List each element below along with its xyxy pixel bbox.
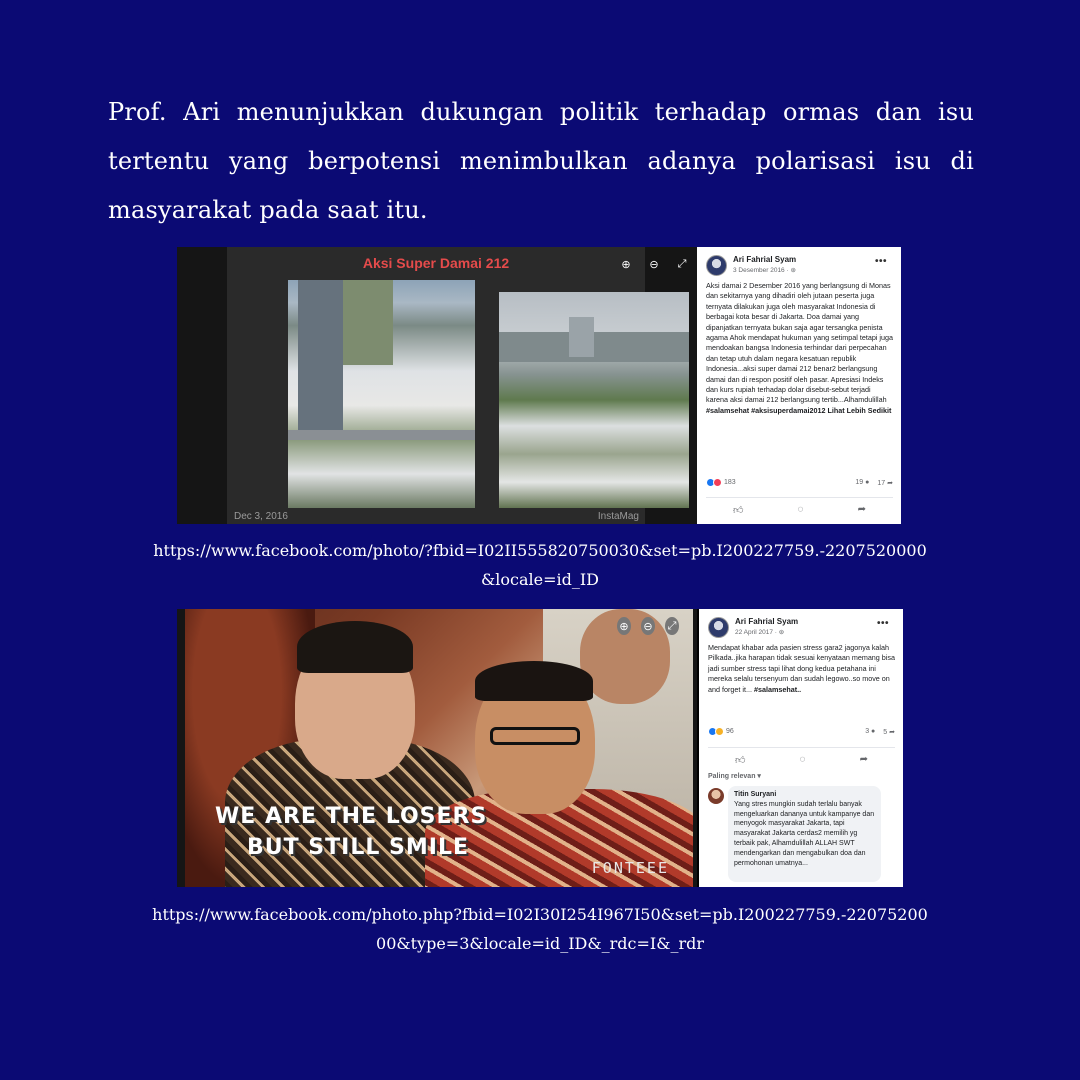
meme-text-line-2: BUT STILL SMILE bbox=[247, 835, 470, 860]
facebook-post-panel bbox=[697, 247, 901, 524]
viewer-tools bbox=[617, 617, 679, 635]
post-date[interactable]: 22 April 2017 · ⊛ bbox=[735, 629, 785, 636]
comment-icon[interactable]: ◌ bbox=[799, 754, 806, 765]
zoom-in-icon[interactable]: ⊕ bbox=[617, 617, 631, 635]
post-text: Aksi damai 2 Desember 2016 yang berlangsung di Monas dan sekitarnya yang dihadiri oleh jutaan peserta juga ternyata dilakukan juga oleh masyarakat Indonesia di berbagai kota besar di Jakarta. Doa damai yang dipanjatkan ternyata bukan saja agar tersangka penista agama Ahok mendapat hukuman yang setimpal tetapi juga mendoakan bangsa Indonesia terhindar dari perpecahan dan tetap utuh dalam negara kesatuan republik Indonesia...aksi super damai 212 benar2 berlangsung damai dan di respon positif oleh pasar. Apresiasi Indeks dan kurs rupiah terhadap dolar disebut-sebut terjadi karena aksi damai 212 berlangsung tertib...Alhamdulillah bbox=[706, 281, 893, 405]
post-body bbox=[697, 281, 901, 416]
post-header bbox=[697, 247, 901, 281]
comment-count[interactable]: 19 bbox=[855, 478, 864, 486]
reaction-count[interactable]: 96 bbox=[726, 728, 734, 735]
fullscreen-icon[interactable]: ⤢ bbox=[665, 617, 679, 635]
more-icon[interactable]: ••• bbox=[876, 618, 889, 629]
comment-sort-dropdown[interactable]: Paling relevan ▾ bbox=[708, 773, 761, 780]
avatar[interactable] bbox=[708, 617, 729, 638]
more-icon[interactable]: ••• bbox=[874, 256, 887, 267]
share-icon[interactable]: ➦ bbox=[859, 754, 868, 765]
post-stats: 96 3 ● 5 ➦ bbox=[708, 727, 895, 736]
meme-photo bbox=[185, 609, 693, 887]
comment-text: Yang stres mungkin sudah terlalu banyak mengeluarkan dananya untuk kampanye dan menyogok masyarakat Jakarta, tapi masyarakat Jakarta cerdas2 memilih yg terbaik pak, Alhamdulillah ALLAH SWT mendengarkan dan mengabulkan doa dan permohonan umatnya... bbox=[734, 800, 875, 867]
post-screenshot-1 bbox=[177, 247, 901, 524]
crowd-photo-right bbox=[499, 292, 689, 508]
like-icon[interactable]: 👍︎ bbox=[735, 755, 746, 766]
photo-date: Dec 3, 2016 bbox=[234, 511, 288, 522]
share-icon[interactable]: ➦ bbox=[857, 504, 866, 515]
author-name[interactable]: Ari Fahrial Syam bbox=[733, 255, 797, 264]
comment-author[interactable]: Titin Suryani bbox=[734, 791, 777, 798]
source-url-2[interactable]: https://www.facebook.com/photo.php?fbid=I02I30I254I967I50&set=pb.I200227759.-2207520000&type=3&locale=id_ID&_rdc=I&_rdr bbox=[152, 905, 928, 953]
viewer-tools bbox=[617, 255, 691, 273]
avatar[interactable] bbox=[708, 788, 724, 804]
post-body bbox=[699, 643, 903, 695]
photo-title: Aksi Super Damai 212 bbox=[362, 255, 510, 271]
reaction-icons[interactable] bbox=[708, 727, 722, 736]
headline: Prof. Ari menunjukkan dukungan politik terhadap ormas dan isu tertentu yang berpotensi menimbulkan adanya polarisasi isu di masyarakat pada saat itu. bbox=[108, 98, 974, 224]
reaction-icons[interactable] bbox=[706, 478, 720, 487]
photo-viewer bbox=[177, 247, 697, 524]
crowd-photo-left bbox=[288, 280, 475, 508]
post-header bbox=[699, 609, 903, 643]
zoom-out-icon[interactable]: ⊖ bbox=[649, 258, 659, 271]
post-tags[interactable]: #salamsehat.. bbox=[753, 684, 802, 694]
zoom-in-icon[interactable]: ⊕ bbox=[621, 258, 631, 271]
photo-viewer bbox=[177, 609, 697, 887]
post-stats: 183 19 ● 17 ➦ bbox=[706, 478, 893, 487]
fullscreen-icon[interactable]: ⤢ bbox=[677, 257, 687, 270]
post-screenshot-2 bbox=[177, 609, 903, 887]
watermark: FONTEEE bbox=[591, 859, 669, 877]
reaction-count[interactable]: 183 bbox=[724, 479, 736, 486]
post-date[interactable]: 3 Desember 2016 · ⊛ bbox=[733, 267, 796, 274]
photo-credit: InstaMag bbox=[597, 511, 639, 522]
share-count[interactable]: 17 bbox=[877, 479, 886, 487]
share-count[interactable]: 5 bbox=[883, 728, 888, 736]
post-actions bbox=[708, 747, 895, 766]
avatar[interactable] bbox=[706, 255, 727, 276]
meme-text-line-1: WE ARE THE LOSERS bbox=[215, 804, 488, 829]
post-tags[interactable]: #salamsehat #aksisuperdamai2012 Lihat Lebih Sedikit bbox=[706, 405, 892, 415]
comment-bubble bbox=[728, 786, 881, 882]
like-icon[interactable]: 👍︎ bbox=[733, 505, 744, 516]
facebook-post-panel bbox=[699, 609, 903, 887]
author-name[interactable]: Ari Fahrial Syam bbox=[735, 617, 799, 626]
source-url-1[interactable]: https://www.facebook.com/photo/?fbid=I02II555820750030&set=pb.I200227759.-2207520000&locale=id_ID bbox=[153, 541, 927, 589]
photo-frame bbox=[227, 247, 645, 524]
post-actions bbox=[706, 497, 893, 516]
post-text: Mendapat khabar ada pasien stress gara2 jagonya kalah Pilkada..jika harapan tidak sesuai kenyataan memang bisa jadi sumber stress tapi lihat dong kedua petahana ini mereka selalu tersenyum dan sudah legowo..so move on and forget it... bbox=[708, 643, 895, 694]
comment-icon[interactable]: ◌ bbox=[797, 504, 804, 515]
zoom-out-icon[interactable]: ⊖ bbox=[641, 617, 655, 635]
comment-count[interactable]: 3 bbox=[865, 727, 870, 735]
